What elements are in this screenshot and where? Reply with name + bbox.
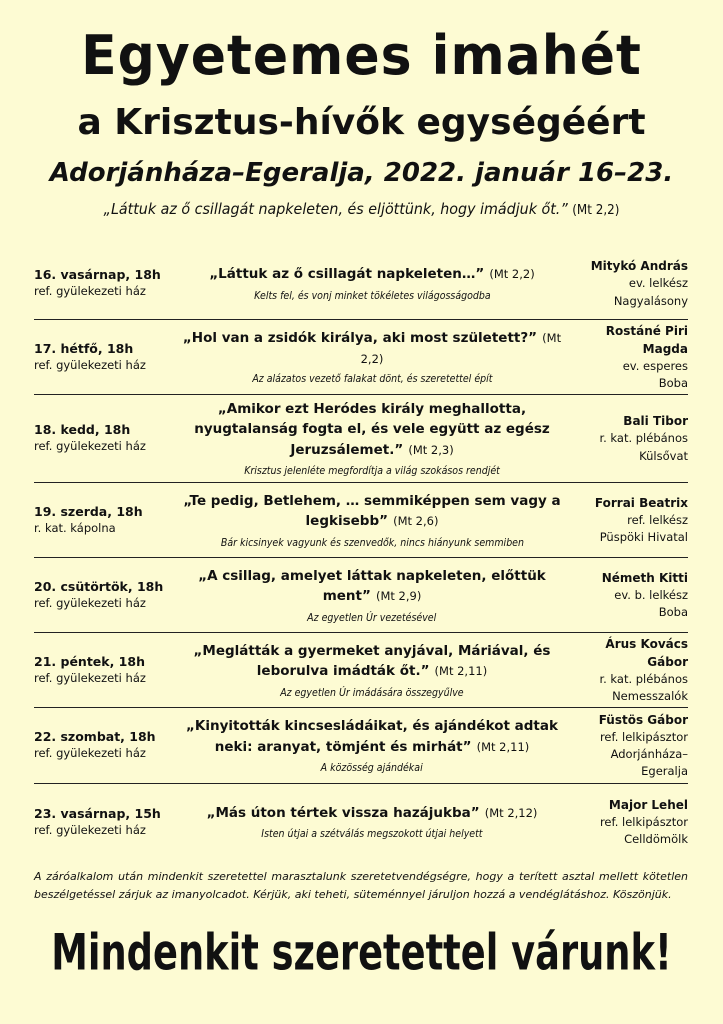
schedule-row-6 — [34, 633, 688, 708]
row-location: Boba — [658, 605, 688, 619]
row-ref: (Mt 2,12) — [484, 805, 538, 820]
row-day: 19. szerda, 18h — [34, 503, 143, 519]
row-place: ref. gyülekezeti ház — [34, 439, 146, 454]
row-role: ev. esperes — [622, 358, 688, 373]
row-role: ref. lelkipásztor — [599, 814, 688, 829]
schedule-row-7 — [34, 708, 688, 784]
poster-subtitle: a Krisztus-hívők egységéért — [77, 102, 646, 143]
row-ref: (Mt 2,11) — [476, 739, 530, 754]
row-role: ev. b. lelkész — [614, 587, 688, 602]
row-quote: „Kinyitották kincsesládáikat, és ajándékot adtak neki: aranyat, tömjént és mirhát” — [186, 718, 558, 755]
row-day: 23. vasárnap, 15h — [34, 805, 161, 821]
row-name: Árus Kovács Gábor — [605, 636, 688, 669]
row-ref: (Mt 2,2) — [360, 331, 562, 366]
row-quote: „Más úton tértek vissza hazájukba” — [206, 804, 480, 821]
row-location: Celldömölk — [624, 832, 688, 846]
row-subtitle: Krisztus jelenléte megfordítja a világ szokásos rendjét — [244, 465, 500, 478]
row-role: r. kat. plébános — [599, 671, 688, 686]
row-ref: (Mt 2,6) — [393, 514, 439, 529]
footer-note: A záróalkalom után mindenkit szeretettel marasztalunk szeretetvendégségre, hogy a terített asztal mellett kötetlen beszélgetéssel zárjuk az imanyolcadot. Kérjük, aki teheti, süteménnyel járuljon hozzá a vendéglátáshoz. Köszönjük. — [34, 870, 688, 901]
row-day: 18. kedd, 18h — [34, 422, 131, 438]
row-location: Nemesszalók — [612, 689, 688, 703]
row-subtitle: A közösség ajándékai — [320, 762, 424, 775]
row-place: ref. gyülekezeti ház — [34, 670, 146, 685]
schedule-list — [34, 248, 688, 860]
row-name: Füstös Gábor — [598, 712, 688, 727]
schedule-row-4 — [34, 483, 688, 558]
row-day: 16. vasárnap, 18h — [34, 267, 161, 283]
motto-text: „Láttuk az ő csillagát napkeleten, és eljöttünk, hogy imádjuk őt.” — [103, 200, 568, 218]
row-place: r. kat. kápolna — [34, 520, 116, 535]
row-ref: (Mt 2,3) — [408, 442, 454, 457]
row-subtitle: Isten útjai a szétválás megszokott útjai helyett — [261, 828, 483, 841]
row-role: r. kat. plébános — [599, 431, 688, 446]
row-day: 22. szombat, 18h — [34, 729, 156, 745]
row-quote: „Meglátták a gyermeket anyjával, Máriával, és leborulva imádták őt.” — [193, 642, 551, 680]
row-role: ref. lelkipásztor — [599, 729, 688, 744]
row-name: Mitykó András — [590, 259, 688, 274]
row-name: Németh Kitti — [601, 570, 688, 585]
row-name: Rostáné Piri Magda — [605, 323, 688, 356]
schedule-row-5 — [34, 558, 688, 633]
row-location: Püspöki Hivatal — [599, 530, 688, 544]
row-location: Külsővat — [639, 448, 688, 463]
row-quote: „Hol van a zsidók királya, aki most született?” — [182, 330, 538, 347]
row-place: ref. gyülekezeti ház — [34, 357, 146, 372]
motto-ref: (Mt 2,2) — [572, 203, 620, 218]
row-ref: (Mt 2,9) — [375, 589, 422, 604]
row-quote: „Te pedig, Betlehem, … semmiképpen sem vagy a legkisebb” — [183, 492, 561, 530]
row-subtitle: Bár kicsinyek vagyunk és szenvedők, nincs hiányunk semmiben — [220, 536, 524, 549]
row-name: Bali Tibor — [623, 414, 688, 429]
row-quote: „Láttuk az ő csillagát napkeleten…” — [209, 266, 485, 283]
schedule-row-2 — [34, 320, 688, 395]
row-day: 21. péntek, 18h — [34, 653, 145, 669]
poster-title: Egyetemes imahét — [81, 24, 642, 88]
row-name: Forrai Beatrix — [594, 495, 688, 510]
row-subtitle: Kelts fel, és vonj minket tökéletes világosságodba — [253, 289, 491, 302]
row-day: 17. hétfő, 18h — [34, 340, 134, 356]
row-place: ref. gyülekezeti ház — [34, 822, 146, 837]
schedule-row-1 — [34, 248, 688, 320]
row-location: Adorjánháza–Egeralja — [610, 746, 688, 779]
row-place: ref. gyülekezeti ház — [34, 595, 146, 610]
row-ref: (Mt 2,11) — [434, 664, 488, 679]
row-subtitle: Az egyetlen Úr imádására összegyűlve — [280, 686, 464, 699]
row-location: Nagyalásony — [613, 293, 688, 308]
row-ref: (Mt 2,2) — [489, 267, 535, 282]
row-subtitle: Az egyetlen Úr vezetésével — [307, 611, 437, 624]
row-quote: „A csillag, amelyet láttak napkeleten, előttük ment” — [198, 567, 546, 605]
row-quote: „Amikor ezt Heródes király meghallotta, nyugtalanság fogta el, és vele együtt az egész Jeruzsálemet.” — [194, 400, 550, 458]
row-subtitle: Az alázatos vezető falakat dönt, és szeretettel épít — [251, 372, 493, 385]
event-place-date: Adorjánháza–Egeralja, 2022. január 16–23. — [49, 158, 674, 188]
row-name: Major Lehel — [608, 797, 688, 812]
row-location: Boba — [658, 376, 688, 390]
row-day: 20. csütörtök, 18h — [34, 578, 164, 594]
row-place: ref. gyülekezeti ház — [34, 746, 146, 761]
slogan: Mindenkit szeretettel várunk! — [51, 924, 672, 982]
row-role: ref. lelkész — [627, 512, 688, 527]
schedule-row-8 — [34, 784, 688, 860]
schedule-row-3 — [34, 395, 688, 483]
row-place: ref. gyülekezeti ház — [34, 284, 146, 299]
row-role: ev. lelkész — [628, 276, 688, 291]
motto — [29, 202, 694, 218]
